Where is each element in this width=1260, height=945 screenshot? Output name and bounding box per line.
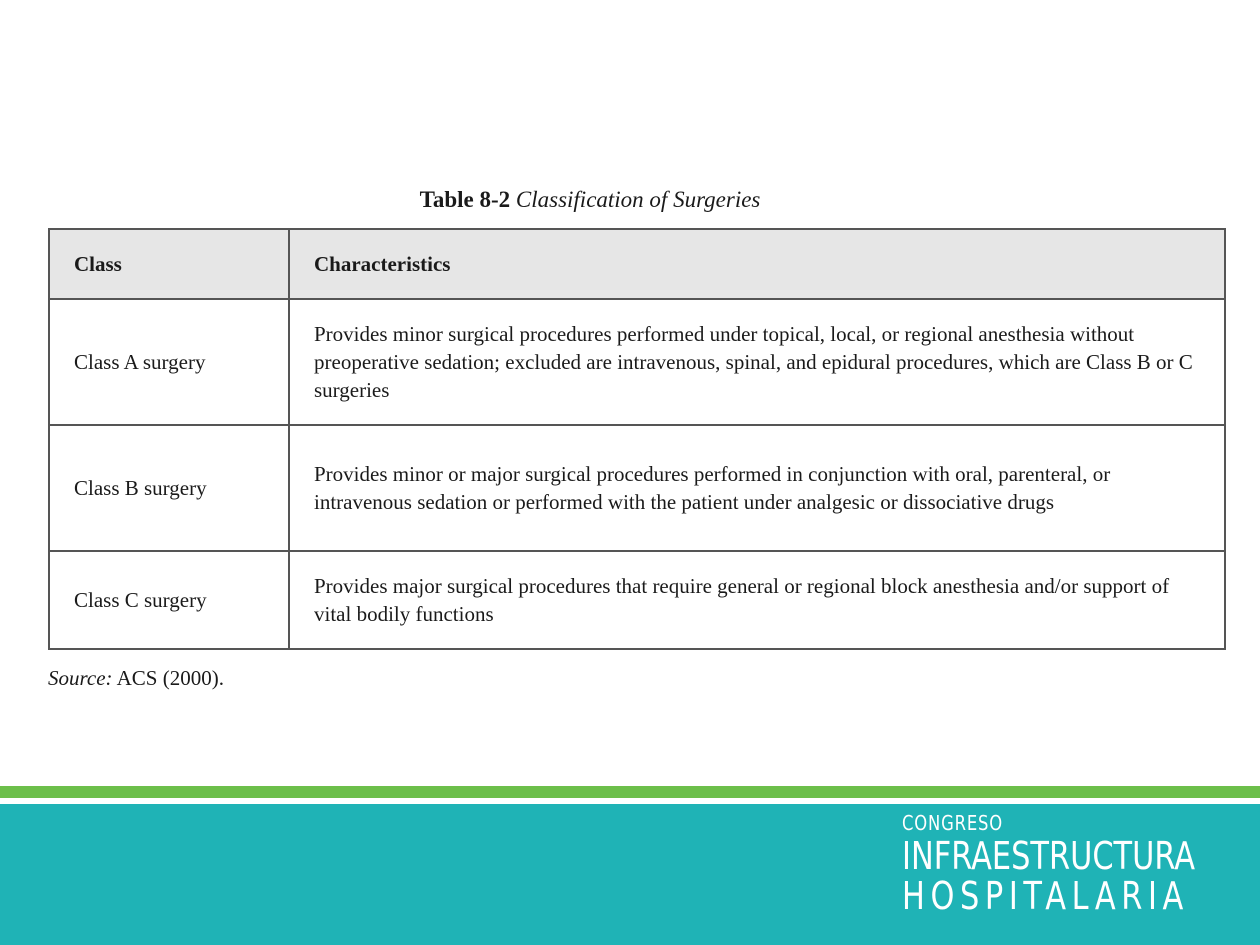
- table-header-row: [49, 229, 1225, 299]
- source-label: Source:: [48, 666, 113, 690]
- table-row: [49, 551, 1225, 649]
- table-row: [49, 299, 1225, 425]
- table-row: [49, 425, 1225, 551]
- class-cell: Class A surgery: [49, 299, 289, 425]
- logo-line-congreso: CONGRESO: [902, 811, 1003, 835]
- header-class: Class: [49, 229, 289, 299]
- class-cell: Class C surgery: [49, 551, 289, 649]
- logo-line-hospitalaria: HOSPITALARIA: [902, 874, 1189, 918]
- characteristics-cell: Provides minor or major surgical procedures performed in conjunction with oral, parenteral, or intravenous sedation or performed with the patient under analgesic or dissociative drugs: [289, 425, 1225, 551]
- class-cell: Class B surgery: [49, 425, 289, 551]
- table-title: Classification of Surgeries: [515, 187, 761, 212]
- header-characteristics: Characteristics: [289, 229, 1225, 299]
- congress-logo: [902, 810, 1260, 916]
- source-note: [48, 664, 224, 692]
- surgery-classification-table: [48, 228, 1226, 650]
- table-caption: [0, 186, 1180, 214]
- characteristics-cell: Provides minor surgical procedures performed under topical, local, or regional anesthesia without preoperative sedation; excluded are intravenous, spinal, and epidural procedures, which are Class B or C surgeries: [289, 299, 1225, 425]
- logo-line-infraestructura: INFRAESTRUCTURA: [902, 834, 1196, 878]
- table-number: Table 8-2: [419, 187, 511, 212]
- green-stripe: [0, 786, 1260, 798]
- source-text: ACS (2000).: [116, 666, 224, 690]
- characteristics-cell: Provides major surgical procedures that require general or regional block anesthesia and/or support of vital bodily functions: [289, 551, 1225, 649]
